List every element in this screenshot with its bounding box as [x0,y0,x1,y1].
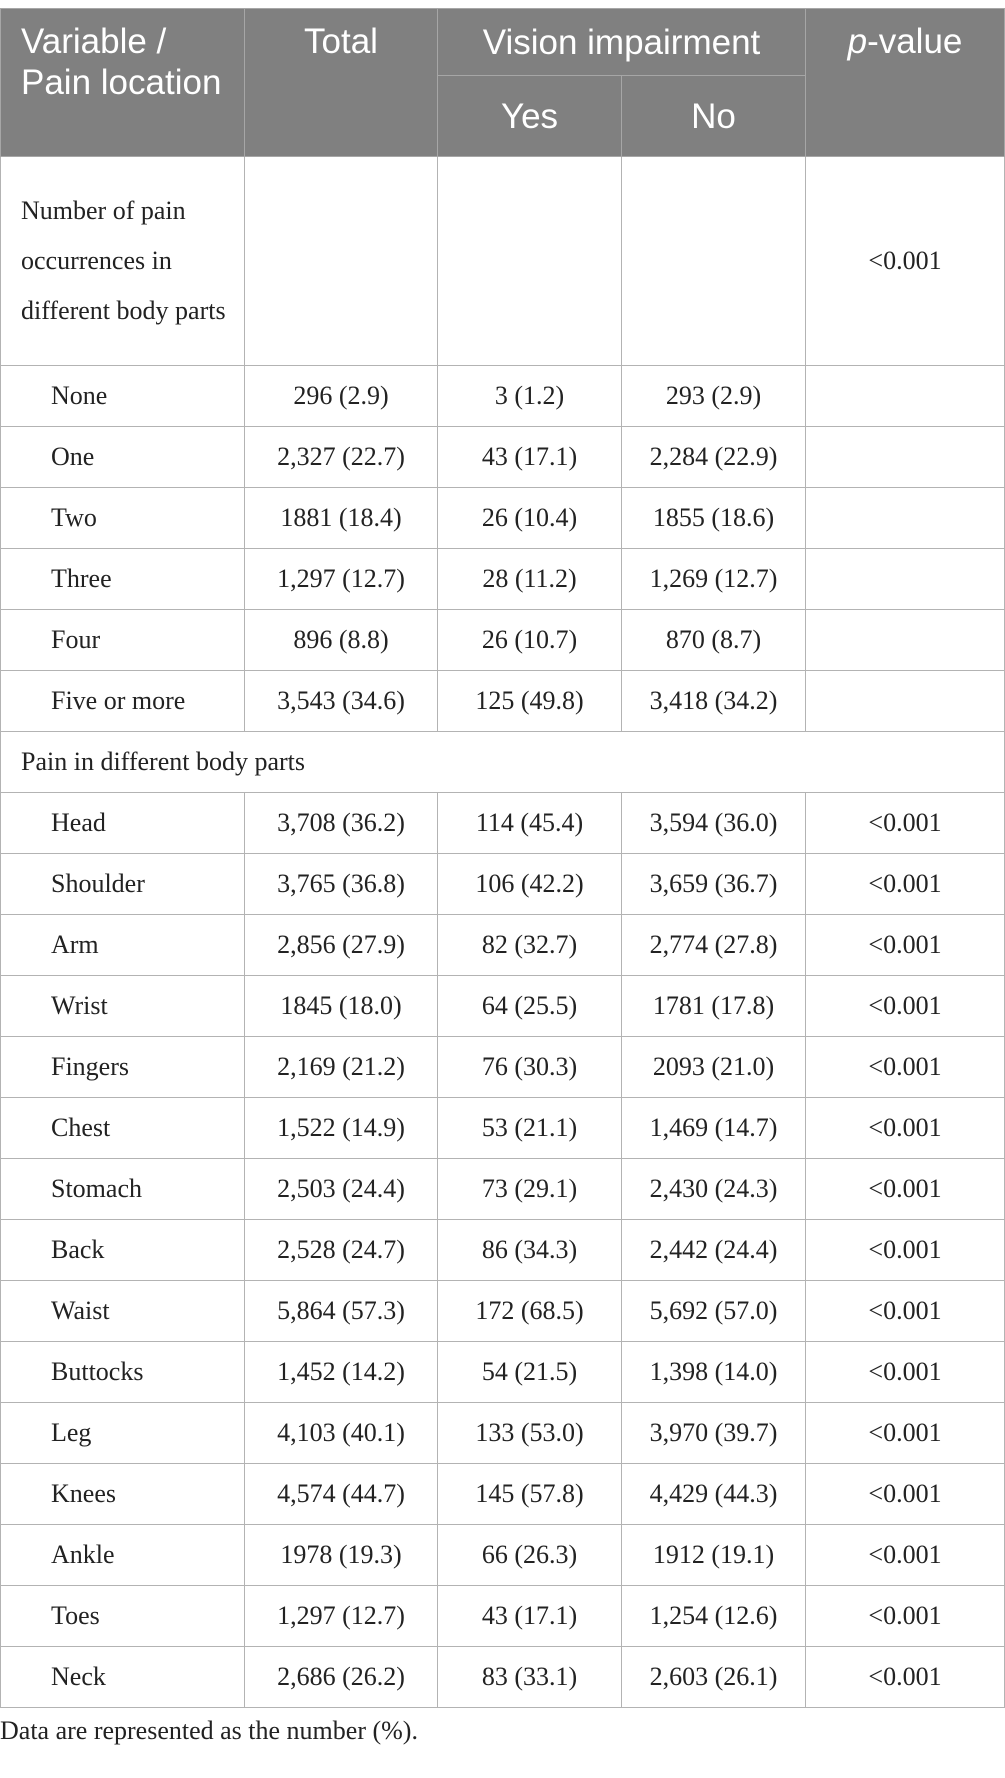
table-row [1,854,1005,915]
cell-no: 293 (2.9) [622,366,806,427]
cell-yes: 83 (33.1) [438,1647,622,1708]
cell-p-value: <0.001 [806,976,1005,1037]
header-yes: Yes [438,76,622,157]
section-title: Number of pain occurrences in different body parts [1,157,245,366]
footnote: Data are represented as the number (%). [0,1716,418,1745]
header-variable: Variable / Pain location [1,9,245,157]
table-row [1,488,1005,549]
pain-location-table [0,8,1005,1708]
cell-p-value: <0.001 [806,854,1005,915]
header-p-italic: p [847,22,868,61]
row-label: Buttocks [1,1342,245,1403]
header-total: Total [245,9,438,157]
cell-p-value: <0.001 [806,1159,1005,1220]
row-label: Wrist [1,976,245,1037]
header-p-suffix: -value [867,22,963,61]
row-label: Four [1,610,245,671]
cell-total: 2,169 (21.2) [245,1037,438,1098]
section-title: Pain in different body parts [1,732,1005,793]
cell-no: 3,659 (36.7) [622,854,806,915]
cell-no: 3,970 (39.7) [622,1403,806,1464]
cell-p-value: <0.001 [806,1098,1005,1159]
cell-p-value: <0.001 [806,1586,1005,1647]
row-label: Chest [1,1098,245,1159]
table-row [1,671,1005,732]
cell-yes: 82 (32.7) [438,915,622,976]
cell-yes: 86 (34.3) [438,1220,622,1281]
cell-yes: 26 (10.7) [438,610,622,671]
table-row [1,1525,1005,1586]
cell-total: 296 (2.9) [245,366,438,427]
cell-total: 1,452 (14.2) [245,1342,438,1403]
cell-yes: 145 (57.8) [438,1464,622,1525]
cell-total: 1845 (18.0) [245,976,438,1037]
section-row-body-parts [1,732,1005,793]
table-row [1,1342,1005,1403]
cell-total: 2,686 (26.2) [245,1647,438,1708]
row-label: Ankle [1,1525,245,1586]
table-row [1,1159,1005,1220]
table-row [1,793,1005,854]
cell-no: 5,692 (57.0) [622,1281,806,1342]
row-label: One [1,427,245,488]
table-row [1,1281,1005,1342]
cell-p-value: <0.001 [806,915,1005,976]
cell-empty [622,157,806,366]
section-row-count [1,157,1005,366]
cell-total: 3,708 (36.2) [245,793,438,854]
row-label: None [1,366,245,427]
cell-total: 1978 (19.3) [245,1525,438,1586]
cell-yes: 76 (30.3) [438,1037,622,1098]
cell-no: 2,603 (26.1) [622,1647,806,1708]
table-header [1,9,1005,157]
cell-total: 5,864 (57.3) [245,1281,438,1342]
cell-no: 2,442 (24.4) [622,1220,806,1281]
cell-p-value [806,427,1005,488]
row-label: Back [1,1220,245,1281]
table-row [1,1220,1005,1281]
cell-no: 1,398 (14.0) [622,1342,806,1403]
cell-no: 1781 (17.8) [622,976,806,1037]
cell-p-value: <0.001 [806,793,1005,854]
cell-empty [438,157,622,366]
cell-no: 3,594 (36.0) [622,793,806,854]
cell-no: 2,284 (22.9) [622,427,806,488]
cell-no: 1,469 (14.7) [622,1098,806,1159]
row-label: Neck [1,1647,245,1708]
header-vision-impairment: Vision impairment [438,9,806,76]
cell-yes: 66 (26.3) [438,1525,622,1586]
cell-p-value: <0.001 [806,1342,1005,1403]
cell-yes: 3 (1.2) [438,366,622,427]
cell-yes: 172 (68.5) [438,1281,622,1342]
cell-yes: 43 (17.1) [438,427,622,488]
cell-yes: 53 (21.1) [438,1098,622,1159]
cell-yes: 54 (21.5) [438,1342,622,1403]
cell-no: 1855 (18.6) [622,488,806,549]
table-row [1,366,1005,427]
row-label: Five or more [1,671,245,732]
cell-no: 3,418 (34.2) [622,671,806,732]
cell-yes: 73 (29.1) [438,1159,622,1220]
table-row [1,1037,1005,1098]
row-label: Stomach [1,1159,245,1220]
cell-yes: 125 (49.8) [438,671,622,732]
table-row [1,1403,1005,1464]
cell-yes: 28 (11.2) [438,549,622,610]
header-p-value [806,9,1005,157]
cell-no: 1,269 (12.7) [622,549,806,610]
cell-total: 4,574 (44.7) [245,1464,438,1525]
cell-empty [245,157,438,366]
cell-total: 896 (8.8) [245,610,438,671]
cell-yes: 114 (45.4) [438,793,622,854]
cell-total: 2,503 (24.4) [245,1159,438,1220]
cell-p-value [806,549,1005,610]
cell-total: 3,765 (36.8) [245,854,438,915]
table-row [1,610,1005,671]
table-row [1,1464,1005,1525]
cell-total: 1,297 (12.7) [245,1586,438,1647]
row-label: Fingers [1,1037,245,1098]
cell-p-value: <0.001 [806,1220,1005,1281]
row-label: Leg [1,1403,245,1464]
cell-p-value: <0.001 [806,1403,1005,1464]
cell-total: 1881 (18.4) [245,488,438,549]
cell-no: 870 (8.7) [622,610,806,671]
table-row [1,915,1005,976]
table-row [1,976,1005,1037]
cell-p-value: <0.001 [806,1281,1005,1342]
cell-p-value [806,610,1005,671]
cell-p-value: <0.001 [806,1464,1005,1525]
row-label: Head [1,793,245,854]
row-label: Toes [1,1586,245,1647]
cell-total: 3,543 (34.6) [245,671,438,732]
cell-total: 2,528 (24.7) [245,1220,438,1281]
cell-yes: 106 (42.2) [438,854,622,915]
row-label: Three [1,549,245,610]
cell-yes: 133 (53.0) [438,1403,622,1464]
cell-no: 1912 (19.1) [622,1525,806,1586]
cell-yes: 43 (17.1) [438,1586,622,1647]
cell-total: 4,103 (40.1) [245,1403,438,1464]
cell-yes: 26 (10.4) [438,488,622,549]
cell-total: 2,327 (22.7) [245,427,438,488]
cell-p-value [806,366,1005,427]
header-no: No [622,76,806,157]
table-row [1,1098,1005,1159]
row-label: Shoulder [1,854,245,915]
cell-no: 2093 (21.0) [622,1037,806,1098]
table-body [1,157,1005,1708]
cell-no: 2,430 (24.3) [622,1159,806,1220]
cell-p-value: <0.001 [806,1525,1005,1586]
cell-no: 2,774 (27.8) [622,915,806,976]
table-row [1,1647,1005,1708]
cell-p-value [806,488,1005,549]
table-container [0,8,1005,1746]
cell-total: 2,856 (27.9) [245,915,438,976]
cell-total: 1,522 (14.9) [245,1098,438,1159]
cell-yes: 64 (25.5) [438,976,622,1037]
section-p-value: <0.001 [806,157,1005,366]
row-label: Two [1,488,245,549]
cell-p-value [806,671,1005,732]
row-label: Arm [1,915,245,976]
row-label: Knees [1,1464,245,1525]
cell-total: 1,297 (12.7) [245,549,438,610]
cell-p-value: <0.001 [806,1647,1005,1708]
row-label: Waist [1,1281,245,1342]
cell-no: 1,254 (12.6) [622,1586,806,1647]
table-row [1,427,1005,488]
table-row [1,549,1005,610]
table-row [1,1586,1005,1647]
cell-p-value: <0.001 [806,1037,1005,1098]
cell-no: 4,429 (44.3) [622,1464,806,1525]
